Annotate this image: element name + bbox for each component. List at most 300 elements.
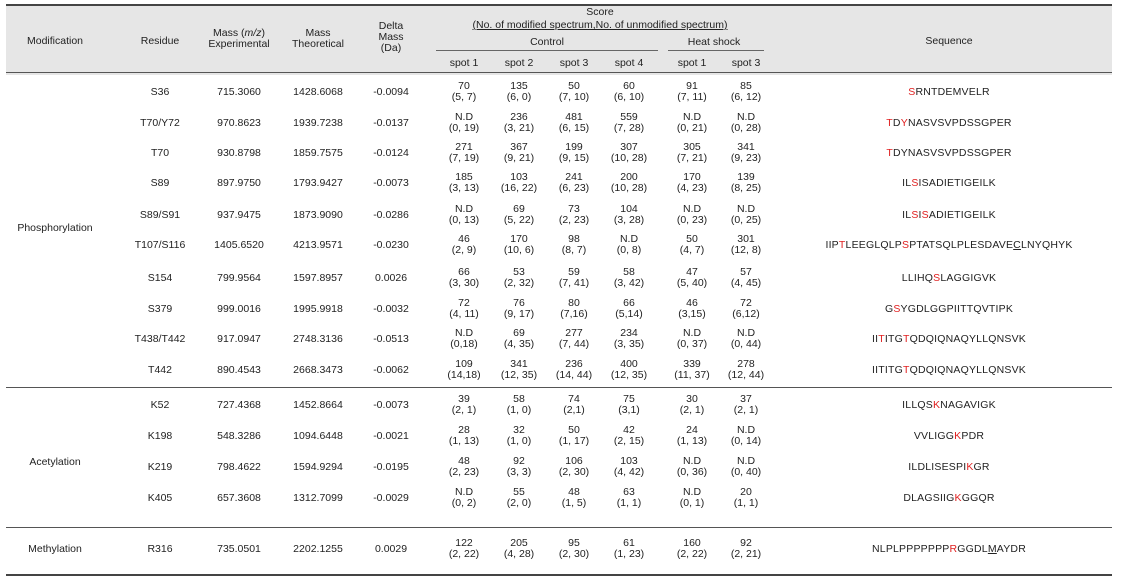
cell-score [732, 298, 759, 320]
cell-delta-mass: -0.0073 [373, 399, 409, 411]
cell-mass-theoretical: 2748.3136 [293, 333, 343, 345]
score-value: 92 [740, 537, 752, 549]
cell-score [501, 359, 537, 381]
cell-delta-mass: -0.0021 [373, 430, 409, 442]
spectrum-counts: (6, 10) [613, 91, 645, 103]
cell-score [559, 538, 589, 560]
sequence-segment: GR [973, 461, 990, 473]
spectrum-counts: (16, 22) [500, 182, 538, 194]
spectrum-counts: (4, 35) [503, 338, 535, 350]
cell-score [680, 394, 705, 416]
modified-residue: S [908, 86, 916, 98]
score-value: 205 [510, 537, 528, 549]
score-value: 139 [737, 171, 755, 183]
score-value: 72 [458, 297, 470, 309]
header-bottom-rule [6, 72, 1112, 73]
score-value: N.D [454, 327, 474, 339]
cell-score [562, 234, 587, 256]
spectrum-counts: (2, 22) [676, 548, 708, 560]
cell-delta-mass: 0.0026 [374, 272, 408, 284]
cell-score [449, 538, 479, 560]
cell-score [614, 456, 644, 478]
score-value: 103 [620, 455, 638, 467]
modified-residue: T [838, 239, 846, 251]
spectrum-counts: (7, 21) [676, 152, 708, 164]
spectrum-counts: (12, 35) [500, 369, 538, 381]
cell-mass-theoretical: 2202.1255 [293, 543, 343, 555]
sequence-segment: C [1013, 239, 1021, 251]
sequence-segment: IL [902, 177, 912, 189]
spectrum-counts: (4, 7) [679, 244, 705, 256]
score-value: 50 [568, 80, 580, 92]
cell-mass-theoretical: 1594.9294 [293, 461, 343, 473]
score-value: N.D [682, 203, 702, 215]
header-spot: spot 1 [677, 57, 707, 69]
cell-score [614, 112, 644, 134]
spectrum-counts: (3, 35) [613, 338, 645, 350]
cell-delta-mass: -0.0137 [373, 117, 409, 129]
cell-score [614, 81, 644, 103]
score-value: 91 [686, 80, 698, 92]
sequence-segment: IL [902, 209, 912, 221]
bottom-rule [6, 574, 1112, 576]
cell-score [618, 394, 640, 416]
spectrum-counts: (2, 15) [613, 435, 645, 447]
score-value: 74 [568, 393, 580, 405]
cell-score [731, 204, 761, 226]
modified-residue: K [954, 430, 962, 442]
cell-score [559, 267, 589, 289]
score-value: 236 [510, 111, 528, 123]
spectrum-counts: (0, 1) [679, 497, 705, 509]
spectrum-counts: (12, 35) [610, 369, 648, 381]
spectrum-counts: (9, 21) [503, 152, 535, 164]
spectrum-counts: (6, 23) [558, 182, 590, 194]
spectrum-counts: (2, 1) [679, 404, 705, 416]
sequence-segment: YGDLGGPIITTQVTIPK [900, 303, 1014, 315]
header-score: Score [586, 6, 614, 18]
cell-residue: T70 [150, 147, 170, 159]
spectrum-counts: (1, 0) [506, 435, 532, 447]
spectrum-counts: (3,1) [618, 404, 640, 416]
cell-score [731, 172, 761, 194]
spectrum-counts: (6,12) [732, 308, 760, 320]
header-modification: Modification [26, 35, 84, 47]
cell-score [504, 298, 534, 320]
modified-residue: R [949, 543, 958, 555]
spectrum-counts: (3, 3) [506, 466, 532, 478]
score-value: 103 [510, 171, 528, 183]
score-value: 28 [458, 424, 470, 436]
cell-score [731, 234, 761, 256]
score-value: 170 [683, 171, 701, 183]
spectrum-counts: (3, 42) [613, 277, 645, 289]
spectrum-counts: (11, 37) [674, 369, 710, 381]
score-value: 301 [737, 233, 755, 245]
score-value: N.D [454, 203, 474, 215]
score-value: 92 [513, 455, 525, 467]
cell-score [677, 456, 707, 478]
score-value: 59 [568, 266, 580, 278]
cell-score [449, 204, 479, 226]
score-value: 305 [683, 141, 701, 153]
cell-score [614, 425, 644, 447]
cell-sequence [885, 303, 1013, 316]
cell-mass-theoretical: 1597.8957 [293, 272, 343, 284]
spectrum-counts: (2, 1) [451, 404, 477, 416]
sequence-segment: AYDR [996, 543, 1027, 555]
spectrum-counts: (7, 11) [677, 91, 707, 103]
score-value: 37 [740, 393, 752, 405]
spectrum-counts: (7, 41) [558, 277, 590, 289]
top-rule [6, 4, 1112, 6]
cell-score [452, 394, 477, 416]
spectrum-counts: (7, 19) [448, 152, 480, 164]
spectrum-counts: (12, 8) [730, 244, 762, 256]
modified-residue: T [886, 147, 893, 159]
score-value: N.D [682, 455, 702, 467]
spectrum-counts: (8, 7) [561, 244, 587, 256]
score-value: 199 [565, 141, 583, 153]
sequence-segment: PTATSQLPLESDAVE [909, 239, 1014, 251]
spectrum-counts: (0, 13) [448, 214, 480, 226]
modified-residue: S [911, 209, 919, 221]
cell-delta-mass: -0.0195 [373, 461, 409, 473]
cell-score [611, 142, 647, 164]
cell-score [677, 267, 707, 289]
modified-residue: T [886, 117, 893, 129]
score-value: 170 [510, 233, 528, 245]
header-spot: spot 4 [614, 57, 644, 69]
sequence-segment: DYNASVSVPDSSGPER [892, 147, 1012, 159]
score-value: 98 [568, 233, 580, 245]
cell-score [504, 142, 534, 164]
cell-delta-mass: -0.0094 [373, 86, 409, 98]
cell-score [614, 267, 644, 289]
sequence-segment: II [871, 333, 879, 345]
spectrum-counts: (0, 44) [730, 338, 762, 350]
cell-residue: T438/T442 [134, 333, 186, 345]
cell-sequence [902, 272, 996, 285]
spectrum-counts: (7, 44) [558, 338, 590, 350]
cell-residue: S89 [150, 177, 170, 189]
sequence-segment: ILDLISESPI [908, 461, 967, 473]
cell-sequence [825, 239, 1072, 252]
cell-sequence [872, 333, 1026, 346]
header-heat-shock: Heat shock [687, 36, 741, 48]
score-value: 70 [458, 80, 470, 92]
score-value: 80 [568, 297, 580, 309]
spectrum-counts: (3, 28) [613, 214, 645, 226]
spectrum-counts: (14,18) [447, 369, 481, 381]
score-value: N.D [619, 233, 639, 245]
cell-score [504, 204, 534, 226]
cell-mass-experimental: 727.4368 [217, 399, 261, 411]
spectrum-counts: (1, 13) [448, 435, 480, 447]
cell-sequence [902, 177, 996, 190]
cell-mass-theoretical: 1428.6068 [293, 86, 343, 98]
score-value: 339 [683, 358, 701, 370]
cell-score [559, 112, 589, 134]
cell-delta-mass: -0.0230 [373, 239, 409, 251]
spectrum-counts: (2, 32) [503, 277, 535, 289]
modified-residue: K [932, 399, 941, 411]
header-residue: Residue [140, 35, 180, 47]
cell-score [677, 112, 707, 134]
score-value: 76 [513, 297, 525, 309]
cell-score [504, 538, 534, 560]
cell-score [614, 328, 644, 350]
score-value: N.D [682, 111, 702, 123]
cell-score [504, 112, 534, 134]
cell-score [504, 328, 534, 350]
cell-score [677, 538, 707, 560]
spectrum-counts: (5,14) [615, 308, 643, 320]
cell-mass-theoretical: 1939.7238 [293, 117, 343, 129]
spectrum-counts: (2, 30) [558, 466, 590, 478]
spectrum-counts: (2, 9) [451, 244, 477, 256]
group-rule [6, 387, 1112, 388]
cell-score [452, 81, 477, 103]
cell-mass-theoretical: 1873.9090 [293, 209, 343, 221]
score-value: 104 [620, 203, 638, 215]
score-value: 241 [565, 171, 583, 183]
score-value: 341 [737, 141, 755, 153]
cell-score [731, 538, 761, 560]
score-value: 95 [568, 537, 580, 549]
score-value: 278 [737, 358, 755, 370]
score-value: 63 [623, 486, 635, 498]
sequence-segment: PDR [961, 430, 985, 442]
cell-score [731, 425, 761, 447]
cell-delta-mass: -0.0286 [373, 209, 409, 221]
spectrum-counts: (5, 7) [451, 91, 477, 103]
spectrum-counts: (10, 28) [610, 152, 648, 164]
spectrum-counts: (0, 25) [730, 214, 762, 226]
cell-delta-mass: -0.0073 [373, 177, 409, 189]
sequence-segment: IIP [825, 239, 839, 251]
cell-score [680, 487, 705, 509]
score-value: 42 [623, 424, 635, 436]
sequence-segment: GGQR [961, 492, 995, 504]
cell-mass-experimental: 798.4622 [217, 461, 261, 473]
cell-mass-experimental: 999.0016 [217, 303, 261, 315]
sequence-segment: GGDL [957, 543, 988, 555]
spectrum-counts: (4, 45) [730, 277, 762, 289]
spectrum-counts: (1, 13) [676, 435, 708, 447]
spectrum-counts: (0, 14) [730, 435, 762, 447]
header-spot: spot 2 [504, 57, 534, 69]
spectrum-counts: (10, 6) [503, 244, 535, 256]
cell-score [674, 359, 709, 381]
group-rule [6, 527, 1112, 528]
cell-score [449, 298, 479, 320]
cell-residue: K198 [147, 430, 173, 442]
cell-sequence [886, 117, 1011, 130]
cell-mass-experimental: 735.0501 [217, 543, 261, 555]
score-value: N.D [736, 111, 756, 123]
heat-shock-underline [668, 50, 764, 51]
score-value: 69 [513, 327, 525, 339]
cell-score [559, 142, 589, 164]
spectrum-counts: (4, 23) [676, 182, 708, 194]
cell-residue: S36 [150, 86, 170, 98]
cell-residue: T70/Y72 [140, 117, 180, 129]
spectrum-counts: (2, 22) [448, 548, 480, 560]
cell-sequence [886, 147, 1011, 160]
spectrum-counts: (1, 17) [558, 435, 590, 447]
spectrum-counts: (7, 28) [613, 122, 645, 134]
cell-mass-theoretical: 1312.7099 [293, 492, 343, 504]
cell-score [559, 204, 589, 226]
cell-mass-theoretical: 2668.3473 [293, 364, 343, 376]
spectrum-counts: (2, 0) [506, 497, 532, 509]
modified-residue: T [902, 333, 910, 345]
spectrum-counts: (2, 21) [730, 548, 762, 560]
cell-score [559, 425, 589, 447]
cell-delta-mass: -0.0032 [373, 303, 409, 315]
spectrum-counts: (4, 42) [613, 466, 645, 478]
spectrum-counts: (0,18) [450, 338, 478, 350]
group-label-methylation: Methylation [28, 543, 82, 555]
spectrum-counts: (2, 1) [733, 404, 759, 416]
sequence-segment: ITG [884, 333, 903, 345]
cell-delta-mass: -0.0513 [373, 333, 409, 345]
spectrum-counts: (2, 23) [558, 214, 590, 226]
cell-score [559, 328, 589, 350]
spectrum-counts: (9, 15) [558, 152, 590, 164]
cell-score [617, 487, 642, 509]
sequence-segment: QDQIQNAQYLLQNSVK [909, 333, 1027, 345]
group-label-phosphorylation: Phosphorylation [17, 222, 93, 234]
score-value: 30 [686, 393, 698, 405]
cell-score [504, 234, 534, 256]
spectrum-counts: (4, 11) [449, 308, 479, 320]
cell-score [449, 172, 479, 194]
score-value: 122 [455, 537, 473, 549]
cell-score [562, 487, 587, 509]
score-value: 53 [513, 266, 525, 278]
spectrum-counts: (9, 23) [730, 152, 762, 164]
score-value: 73 [568, 203, 580, 215]
cell-sequence [903, 492, 994, 505]
spectrum-counts: (4, 28) [503, 548, 535, 560]
cell-mass-theoretical: 1793.9427 [293, 177, 343, 189]
sequence-segment: NAGAVIGK [940, 399, 996, 411]
spectrum-counts: (0, 19) [448, 122, 480, 134]
spectrum-counts: (7,16) [560, 308, 588, 320]
cell-sequence [908, 86, 990, 99]
score-value: 200 [620, 171, 638, 183]
score-value: 20 [740, 486, 752, 498]
spectrum-counts: (0, 40) [730, 466, 762, 478]
spectrum-counts: (2,1) [563, 404, 585, 416]
sequence-segment: ISADIETIGEILK [918, 177, 996, 189]
spectrum-counts: (9, 17) [503, 308, 535, 320]
score-value: 271 [455, 141, 473, 153]
cell-score [501, 172, 537, 194]
cell-sequence [902, 399, 996, 412]
cell-score [734, 487, 759, 509]
score-value: N.D [736, 327, 756, 339]
cell-score [449, 142, 479, 164]
cell-score [731, 142, 761, 164]
score-value: 66 [458, 266, 470, 278]
score-value: 109 [455, 358, 473, 370]
cell-residue: T442 [148, 364, 172, 376]
spectrum-counts: (6, 12) [730, 91, 762, 103]
sequence-segment: RNTDEMVELR [915, 86, 990, 98]
spectrum-counts: (2, 23) [448, 466, 480, 478]
spectrum-counts: (6, 0) [506, 91, 532, 103]
score-value: 58 [623, 266, 635, 278]
cell-score [559, 81, 589, 103]
cell-score [611, 359, 647, 381]
cell-mass-theoretical: 1452.8664 [293, 399, 343, 411]
score-value: 48 [458, 455, 470, 467]
cell-score [615, 298, 642, 320]
cell-score [611, 172, 647, 194]
score-value: N.D [454, 111, 474, 123]
score-value: 50 [686, 233, 698, 245]
score-value: N.D [736, 203, 756, 215]
score-value: 236 [565, 358, 583, 370]
spectrum-counts: (5, 22) [503, 214, 535, 226]
cell-score [560, 298, 587, 320]
cell-score [507, 456, 532, 478]
cell-mass-theoretical: 1094.6448 [293, 430, 343, 442]
cell-score [507, 487, 532, 509]
cell-score [728, 359, 764, 381]
score-value: 185 [455, 171, 473, 183]
cell-residue: R316 [147, 543, 173, 555]
spectrum-counts: (0, 8) [616, 244, 642, 256]
group-label-acetylation: Acetylation [29, 456, 81, 468]
header-score-subtitle: (No. of modified spectrum,No. of unmodified spectrum) [472, 19, 728, 31]
cell-score [677, 425, 707, 447]
spectrum-counts: (0, 37) [676, 338, 708, 350]
cell-residue: S89/S91 [139, 209, 181, 221]
cell-score [677, 204, 707, 226]
header-spot: spot 3 [559, 57, 589, 69]
score-value: 481 [565, 111, 583, 123]
score-value: N.D [454, 486, 474, 498]
spectrum-counts: (0, 23) [676, 214, 708, 226]
header-delta-mass: Delta Mass (Da) [378, 20, 404, 54]
spectrum-counts: (3, 30) [448, 277, 480, 289]
score-value: 277 [565, 327, 583, 339]
sequence-segment: DLAGSIIG [903, 492, 955, 504]
spectrum-counts: (12, 44) [727, 369, 765, 381]
cell-score [731, 267, 761, 289]
spectrum-counts: (3,15) [678, 308, 706, 320]
score-value: N.D [682, 327, 702, 339]
score-value: 307 [620, 141, 638, 153]
spectrum-counts: (0, 28) [730, 122, 762, 134]
cell-mass-experimental: 970.8623 [217, 117, 261, 129]
score-value: 341 [510, 358, 528, 370]
score-value: 367 [510, 141, 528, 153]
sequence-segment: ADIETIGEILK [928, 209, 996, 221]
score-value: 135 [510, 80, 528, 92]
sequence-segment: LNYQHYK [1020, 239, 1073, 251]
score-value: N.D [682, 486, 702, 498]
sequence-segment: NASVSVPDSSGPER [907, 117, 1012, 129]
cell-score [677, 172, 707, 194]
score-value: 234 [620, 327, 638, 339]
cell-score [559, 172, 589, 194]
cell-score [677, 328, 707, 350]
